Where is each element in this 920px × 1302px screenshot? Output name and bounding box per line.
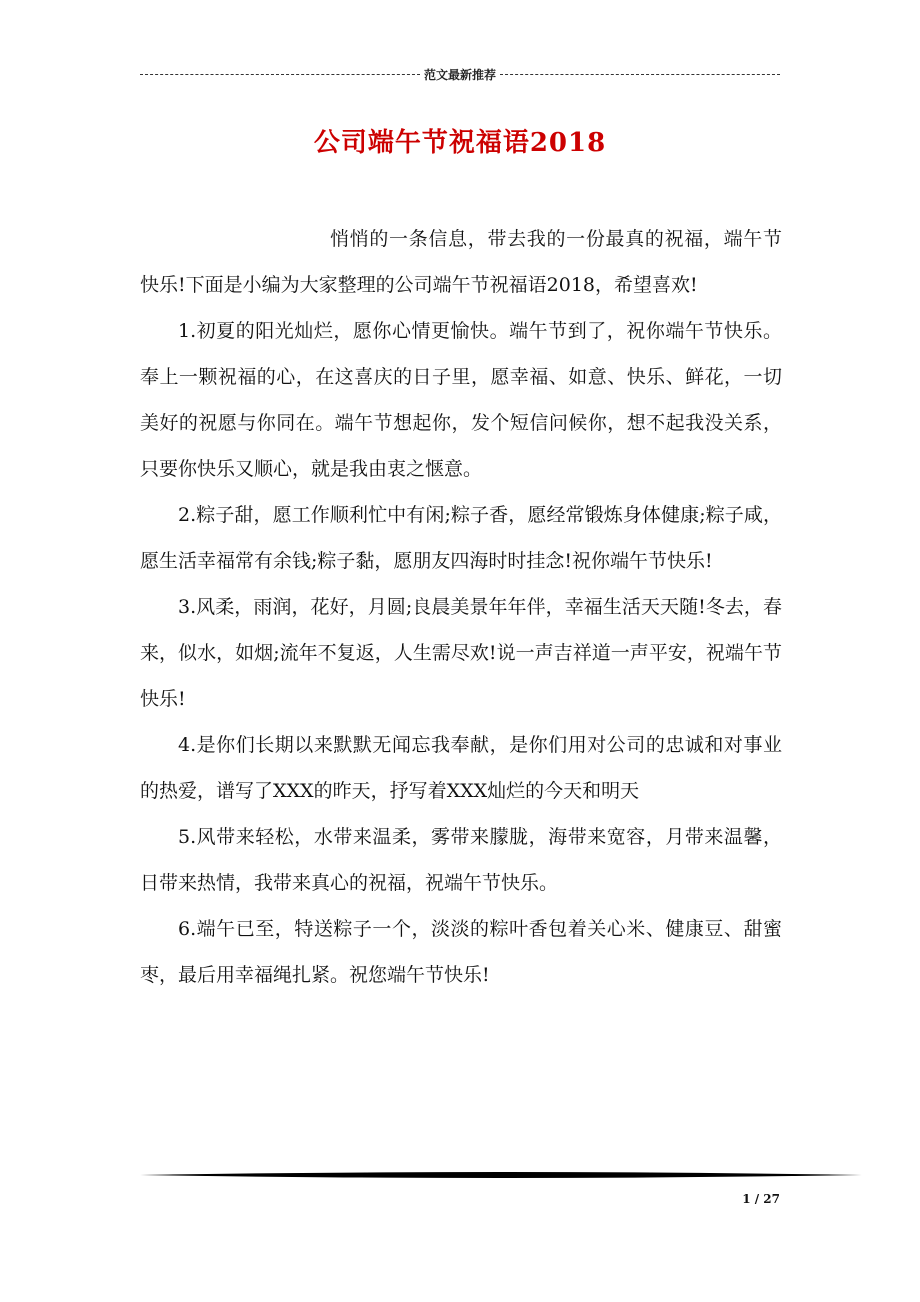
document-title: 公司端午节祝福语2018 [313, 128, 607, 158]
intro-paragraph [140, 216, 782, 308]
page-header [140, 66, 780, 83]
document-body [140, 216, 782, 998]
page-number: 1 / 27 [742, 1192, 780, 1206]
intro-lead: 悄悄的一条信息，带去我的一份最真的祝福， [330, 228, 724, 250]
paragraph-1: 1.初夏的阳光灿烂，愿你心情更愉快。端午节到了，祝你端午节快乐。奉上一颗祝福的心，在这喜庆的日子里，愿幸福、如意、快乐、鲜花，一切美好的祝愿与你同在。端午节想起你，发个短信问候你，想不起我没关系，只要你快乐又顺心，就是我由衷之惬意。 [140, 320, 782, 480]
paragraph-6: 6.端午已至，特送粽子一个，淡淡的粽叶香包着关心米、健康豆、甜蜜枣，最后用幸福绳扎紧。祝您端午节快乐! [140, 918, 782, 986]
paragraph-3: 3.风柔，雨润，花好，月圆;良晨美景年年伴，幸福生活天天随!冬去，春来，似水，如烟;流年不复返，人生需尽欢!说一声吉祥道一声平安，祝端午节快乐! [140, 596, 782, 710]
header-dash-right [500, 74, 780, 75]
intro-rest: 端午节快乐!下面是小编为大家整理的公司端午节祝福语2018，希望喜欢! [140, 228, 782, 296]
paragraph-4: 4.是你们长期以来默默无闻忘我奉献，是你们用对公司的忠诚和对事业的热爱，谱写了XXX的昨天，抒写着XXX灿烂的今天和明天 [140, 734, 782, 802]
paragraph-2: 2.粽子甜，愿工作顺利忙中有闲;粽子香，愿经常锻炼身体健康;粽子咸，愿生活幸福常有余钱;粽子黏，愿朋友四海时时挂念!祝你端午节快乐! [140, 504, 782, 572]
header-label: 范文最新推荐 [424, 68, 497, 82]
paragraph-5: 5.风带来轻松，水带来温柔，雾带来朦胧，海带来宽容，月带来温馨，日带来热情，我带来真心的祝福，祝端午节快乐。 [140, 826, 782, 894]
header-dash-left [140, 74, 420, 75]
footer-rule [140, 1171, 862, 1179]
